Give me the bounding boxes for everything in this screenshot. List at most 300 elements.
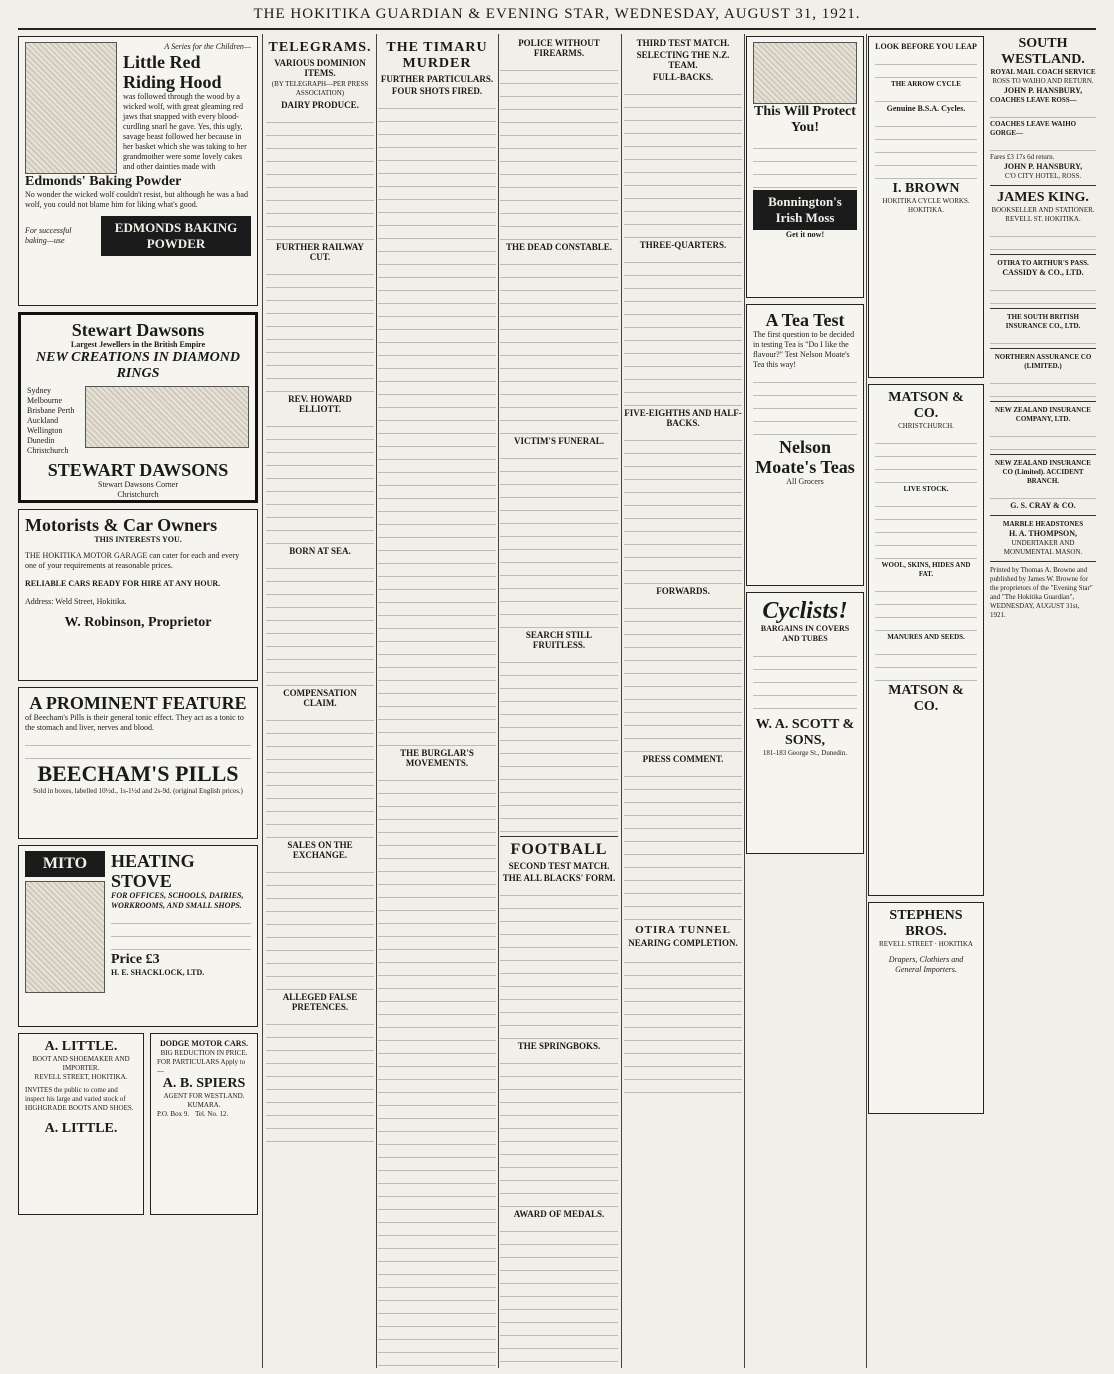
text-line	[500, 1015, 618, 1026]
motorists-advert	[18, 509, 258, 681]
text-line	[266, 1027, 374, 1038]
text-line	[624, 443, 742, 454]
text-line	[378, 1069, 496, 1080]
text-line	[266, 368, 374, 379]
matson-advert	[868, 384, 984, 896]
text-line	[500, 821, 618, 832]
article-heading: BORN AT SEA.	[289, 546, 351, 556]
text-line	[378, 215, 496, 226]
advert-footer: A. LITTLE.	[44, 1121, 118, 1136]
text-line	[266, 229, 374, 240]
text-line	[500, 1002, 618, 1013]
text-line	[500, 1028, 618, 1039]
text-line	[500, 60, 618, 71]
text-line	[500, 384, 618, 395]
article-heading: DAIRY PRODUCE.	[281, 100, 359, 110]
article-heading: THREE-QUARTERS.	[639, 240, 727, 250]
advert-box: P.O. Box 9.	[157, 1110, 190, 1118]
article-heading: AWARD OF MEDALS.	[513, 1209, 605, 1219]
column-divider	[621, 34, 622, 1368]
text-line	[378, 566, 496, 577]
text-line	[266, 355, 374, 366]
text-line	[624, 482, 742, 493]
text-line	[378, 358, 496, 369]
text-line	[624, 534, 742, 545]
text-line	[624, 317, 742, 328]
text-line	[624, 369, 742, 380]
advert-stephens-address: REVELL STREET · HOKITIKA	[879, 940, 973, 948]
text-line	[266, 914, 374, 925]
text-line	[624, 395, 742, 406]
text-line	[266, 520, 374, 531]
advert-brown-sub: HOKITIKA CYCLE WORKS. HOKITIKA.	[882, 197, 970, 214]
text-line	[378, 293, 496, 304]
text-line	[266, 303, 374, 314]
text-line	[624, 766, 742, 777]
text-line	[500, 461, 618, 472]
text-line	[500, 1144, 618, 1155]
text-line	[500, 125, 618, 136]
text-line	[500, 717, 618, 728]
advert-mail: ROYAL MAIL COACH SERVICE	[990, 68, 1096, 76]
text-line	[378, 991, 496, 1002]
article-heading: THE SPRINGBOKS.	[517, 1041, 601, 1051]
text-line	[378, 319, 496, 330]
text-line	[500, 513, 618, 524]
text-line	[500, 976, 618, 987]
text-line	[624, 715, 742, 726]
text-line	[266, 558, 374, 569]
advert-maker: H. E. SHACKLOCK, LTD.	[111, 968, 205, 977]
text-line	[266, 1014, 374, 1025]
advert-place: KUMARA.	[187, 1101, 221, 1109]
text-line	[500, 924, 618, 935]
bonnington-advert	[746, 36, 864, 298]
text-line	[500, 280, 618, 291]
text-line	[500, 500, 618, 511]
text-line	[378, 592, 496, 603]
advert-southwestland: SOUTH WESTLAND.	[1001, 36, 1085, 67]
article-heading: SALES ON THE EXCHANGE.	[287, 840, 353, 860]
text-line	[624, 188, 742, 199]
text-line	[500, 691, 618, 702]
advert-creations: NEW CREATIONS IN DIAMOND RINGS	[36, 350, 240, 381]
advert-matson-2: MATSON & CO.	[888, 683, 964, 714]
column-divider	[498, 34, 499, 1368]
text-line	[266, 710, 374, 721]
text-line	[378, 770, 496, 781]
text-line	[500, 769, 618, 780]
text-line	[500, 937, 618, 948]
text-line	[266, 584, 374, 595]
text-line	[266, 316, 374, 327]
advert-cars: RELIABLE CARS READY FOR HIRE AT ANY HOUR.	[25, 579, 221, 588]
advert-body: INVITES the public to come and inspect his large and varied stock of HIGHGRADE BOOTS AND SHOES.	[25, 1086, 134, 1112]
text-line	[378, 1056, 496, 1067]
text-line	[500, 86, 618, 97]
advert-southbritish: THE SOUTH BRITISH INSURANCE CO., LTD.	[1005, 313, 1081, 330]
article-heading: VICTIM'S FUNERAL.	[513, 436, 604, 446]
text-line	[378, 809, 496, 820]
text-line	[624, 110, 742, 121]
article-list	[500, 873, 618, 1366]
text-line	[624, 663, 742, 674]
text-line	[266, 429, 374, 440]
masthead-rule	[18, 28, 1096, 30]
text-line	[378, 900, 496, 911]
text-line	[500, 1092, 618, 1103]
text-line	[378, 384, 496, 395]
text-line	[266, 533, 374, 544]
text-line	[378, 345, 496, 356]
advert-body: THE HOKITIKA MOTOR GARAGE can cater for each and every one of your requirements at reasonable prices.	[25, 551, 240, 570]
text-line	[378, 644, 496, 655]
text-line	[500, 1273, 618, 1284]
text-line	[500, 229, 618, 240]
text-line	[266, 329, 374, 340]
text-line	[378, 254, 496, 265]
text-line	[624, 227, 742, 238]
advert-name: A. LITTLE.	[44, 1039, 118, 1054]
text-line	[378, 423, 496, 434]
advert-reduction: BIG REDUCTION IN PRICE.	[160, 1049, 248, 1057]
text-line	[500, 1325, 618, 1336]
text-line	[378, 939, 496, 950]
text-line	[500, 989, 618, 1000]
text-line	[500, 1183, 618, 1194]
tea-grocers: All Grocers	[786, 477, 824, 486]
advert-proprietor: W. Robinson, Proprietor	[64, 615, 212, 630]
text-line	[378, 475, 496, 486]
section-title: TELEGRAMS.	[268, 40, 372, 55]
text-line	[624, 779, 742, 790]
article-heading: COMPENSATION CLAIM.	[283, 688, 357, 708]
text-line	[378, 848, 496, 859]
text-line	[500, 617, 618, 628]
text-line	[266, 203, 374, 214]
text-line	[378, 306, 496, 317]
moral-text: No wonder the wicked wolf couldn't resist, but although he was a bad wolf, you could not blame him for liking what's good.	[25, 190, 248, 209]
advert-king-sub: BOOKSELLER AND STATIONER. REVELL ST. HOKITIKA.	[991, 206, 1095, 223]
text-line	[378, 1264, 496, 1275]
text-line	[500, 578, 618, 589]
text-line	[378, 449, 496, 460]
article-heading: PRESS COMMENT.	[642, 754, 724, 764]
text-line	[378, 1147, 496, 1158]
text-line	[378, 527, 496, 538]
advert-scott: W. A. SCOTT & SONS,	[755, 717, 855, 748]
text-line	[266, 749, 374, 760]
advert-trade: BOOT AND SHOEMAKER AND IMPORTER.	[32, 1055, 130, 1072]
text-line	[266, 966, 374, 977]
beecham-product: BEECHAM'S PILLS	[37, 761, 239, 786]
text-line	[500, 99, 618, 110]
text-line	[500, 1066, 618, 1077]
stephens-advert	[868, 902, 984, 1114]
text-line	[266, 736, 374, 747]
advert-cray: G. S. CRAY & CO.	[1010, 501, 1076, 510]
text-line	[500, 885, 618, 896]
text-line	[378, 1004, 496, 1015]
text-line	[500, 665, 618, 676]
text-line	[624, 857, 742, 868]
text-line	[378, 1290, 496, 1301]
text-line	[266, 494, 374, 505]
advert-stephens: STEPHENS BROS.	[889, 908, 963, 939]
text-line	[378, 137, 496, 148]
section-sub: VARIOUS DOMINION ITEMS.	[274, 58, 366, 78]
text-line	[266, 381, 374, 392]
text-line	[378, 501, 496, 512]
text-line	[266, 290, 374, 301]
text-line	[378, 1225, 496, 1236]
text-line	[378, 735, 496, 746]
section-sub: SELECTING THE N.Z. TEAM.	[636, 50, 730, 70]
text-line	[266, 264, 374, 275]
beecham-advert	[18, 687, 258, 839]
article-heading: FIVE-EIGHTHS AND HALF-BACKS.	[624, 408, 742, 428]
text-line	[266, 1079, 374, 1090]
text-line	[624, 175, 742, 186]
article-heading: THE DEAD CONSTABLE.	[505, 242, 613, 252]
text-line	[378, 709, 496, 720]
text-line	[378, 1173, 496, 1184]
text-line	[624, 870, 742, 881]
text-line	[624, 521, 742, 532]
text-line	[624, 831, 742, 842]
text-line	[500, 730, 618, 741]
text-line	[266, 138, 374, 149]
text-line	[500, 1351, 618, 1362]
article-heading: REV. HOWARD ELLIOTT.	[288, 394, 352, 414]
text-line	[266, 723, 374, 734]
text-line	[266, 571, 374, 582]
text-line	[378, 1303, 496, 1314]
advert-wool: WOOL, SKINS, HIDES AND FAT.	[881, 561, 971, 578]
text-line	[624, 728, 742, 739]
text-line	[266, 927, 374, 938]
article-list	[378, 86, 496, 1366]
stove-image	[25, 881, 105, 993]
story-heading: Little Red Riding Hood	[123, 52, 222, 92]
text-line	[378, 1160, 496, 1171]
text-line	[624, 278, 742, 289]
text-line	[500, 756, 618, 767]
text-line	[500, 177, 618, 188]
text-line	[266, 788, 374, 799]
text-line	[378, 1186, 496, 1197]
text-line	[378, 1043, 496, 1054]
text-line	[500, 1286, 618, 1297]
column-divider	[376, 34, 377, 1368]
text-line	[378, 722, 496, 733]
imprint: Printed by Thomas A. Browne and published by James W. Browne for the proprietors of the "Evening Star" and "The Hokitika Guardian", WEDNESDAY, AUGUST 31st, 1921.	[990, 566, 1093, 619]
text-line	[624, 291, 742, 302]
text-line	[500, 1079, 618, 1090]
text-line	[500, 448, 618, 459]
article-heading: THE BURGLAR'S MOVEMENTS.	[400, 748, 474, 768]
text-line	[378, 553, 496, 564]
text-line	[378, 657, 496, 668]
text-line	[624, 792, 742, 803]
text-line	[500, 190, 618, 201]
text-line	[500, 358, 618, 369]
article-list	[500, 38, 618, 832]
advert-brown: I. BROWN	[892, 181, 960, 196]
text-line	[266, 1105, 374, 1116]
text-line	[624, 598, 742, 609]
otira-text	[624, 950, 742, 1100]
text-line	[500, 1157, 618, 1168]
series-label: A Series for the Children—	[164, 42, 251, 51]
tea-brand: Nelson Moate's Teas	[755, 437, 855, 477]
text-line	[624, 330, 742, 341]
text-line	[500, 1338, 618, 1349]
text-line	[500, 1221, 618, 1232]
text-line	[266, 1040, 374, 1051]
text-line	[500, 203, 618, 214]
text-line	[378, 1108, 496, 1119]
text-line	[624, 611, 742, 622]
column-divider	[744, 34, 745, 1368]
advert-matson-place: CHRISTCHURCH.	[898, 422, 954, 430]
text-line	[378, 1134, 496, 1145]
article-heading: FOUR SHOTS FIRED.	[391, 86, 483, 96]
text-line	[500, 898, 618, 909]
text-line	[500, 1118, 618, 1129]
advert-coaches-2: COACHES LEAVE WAIHO GORGE—	[990, 120, 1077, 137]
edmonds-advert	[18, 36, 258, 306]
advert-coaches-1: COACHES LEAVE ROSS—	[990, 96, 1077, 104]
edmonds-logo: EDMONDS BAKING POWDER	[101, 216, 251, 256]
text-line	[266, 888, 374, 899]
article-heading: SEARCH STILL FRUITLESS.	[525, 630, 593, 650]
advert-address: Address: Weld Street, Hokitika.	[25, 597, 127, 606]
text-line	[624, 469, 742, 480]
text-line	[378, 371, 496, 382]
text-line	[266, 151, 374, 162]
little-advert	[18, 1033, 144, 1215]
text-line	[378, 1082, 496, 1093]
mito-advert	[18, 845, 258, 1027]
text-line	[500, 1105, 618, 1116]
tea-advert	[746, 304, 864, 586]
text-line	[378, 436, 496, 447]
text-line	[500, 73, 618, 84]
text-line	[624, 456, 742, 467]
column-5	[624, 36, 742, 1366]
text-line	[624, 356, 742, 367]
text-line	[378, 861, 496, 872]
masthead-title: THE HOKITIKA GUARDIAN & EVENING STAR, WEDNESDAY, AUGUST 31, 1921.	[253, 6, 861, 22]
stewart-dawsons-advert	[18, 312, 258, 503]
text-line	[624, 252, 742, 263]
text-line	[266, 1092, 374, 1103]
tagline: For successful baking—use	[25, 226, 72, 245]
advert-arrow: THE ARROW CYCLE	[891, 80, 961, 88]
text-line	[500, 1131, 618, 1142]
article-heading: FULL-BACKS.	[652, 72, 714, 82]
section-title: THIRD TEST MATCH.	[636, 38, 730, 48]
otira-heading: OTIRA TUNNEL	[635, 924, 731, 936]
text-line	[378, 163, 496, 174]
text-line	[266, 875, 374, 886]
text-line	[500, 319, 618, 330]
text-line	[266, 636, 374, 647]
text-line	[500, 138, 618, 149]
article-heading: POLICE WITHOUT FIREARMS.	[518, 38, 600, 58]
text-line	[624, 149, 742, 160]
text-line	[378, 874, 496, 885]
text-line	[378, 783, 496, 794]
text-line	[500, 1196, 618, 1207]
text-line	[500, 1364, 618, 1366]
text-line	[266, 597, 374, 608]
advert-thompson-sub: UNDERTAKER AND MONUMENTAL MASON.	[1003, 539, 1083, 556]
text-line	[500, 950, 618, 961]
text-line	[266, 827, 374, 838]
advert-agent-for: AGENT FOR WESTLAND.	[163, 1092, 245, 1100]
text-line	[378, 926, 496, 937]
text-line	[378, 124, 496, 135]
text-line	[266, 940, 374, 951]
article-heading: FURTHER RAILWAY CUT.	[276, 242, 364, 262]
text-line	[266, 342, 374, 353]
text-line	[500, 652, 618, 663]
text-line	[378, 410, 496, 421]
article-list	[624, 72, 742, 920]
text-line	[378, 696, 496, 707]
text-line	[500, 1053, 618, 1064]
text-line	[624, 818, 742, 829]
text-line	[378, 1251, 496, 1262]
text-line	[500, 704, 618, 715]
dodge-advert	[150, 1033, 258, 1215]
text-line	[500, 1234, 618, 1245]
text-line	[624, 805, 742, 816]
text-line	[378, 280, 496, 291]
text-line	[378, 98, 496, 109]
text-line	[266, 455, 374, 466]
text-line	[378, 514, 496, 525]
text-line	[500, 808, 618, 819]
text-line	[378, 462, 496, 473]
text-line	[500, 332, 618, 343]
advert-foot: Sold in boxes, labelled 10½d., 1s-1½d and 2s-9d. (original English prices.)	[33, 787, 243, 795]
advert-nz-insurance: NEW ZEALAND INSURANCE COMPANY, LTD.	[995, 406, 1091, 423]
text-line	[266, 814, 374, 825]
bonnington-brand: Bonnington's Irish Moss	[753, 190, 857, 230]
text-line	[500, 254, 618, 265]
text-line	[500, 423, 618, 434]
text-line	[500, 1170, 618, 1181]
text-line	[378, 1199, 496, 1210]
section-credit: (BY TELEGRAPH—PER PRESS ASSOCIATION)	[271, 80, 369, 97]
article-heading: THE ALL BLACKS' FORM.	[502, 873, 616, 883]
advert-body: of Beecham's Pills is their general tonic effect. They act as a tonic to the stomach and liver, nerves and blood.	[25, 713, 244, 732]
text-line	[378, 631, 496, 642]
text-line	[378, 618, 496, 629]
advert-title: Motorists & Car Owners	[25, 515, 218, 535]
advert-title: Cyclists!	[762, 598, 848, 624]
advert-king: JAMES KING.	[997, 190, 1089, 205]
text-line	[378, 1212, 496, 1223]
text-line	[624, 508, 742, 519]
text-line	[500, 795, 618, 806]
text-line	[624, 123, 742, 134]
text-line	[378, 1121, 496, 1132]
advert-cassidy: CASSIDY & CO., LTD.	[1002, 268, 1084, 277]
